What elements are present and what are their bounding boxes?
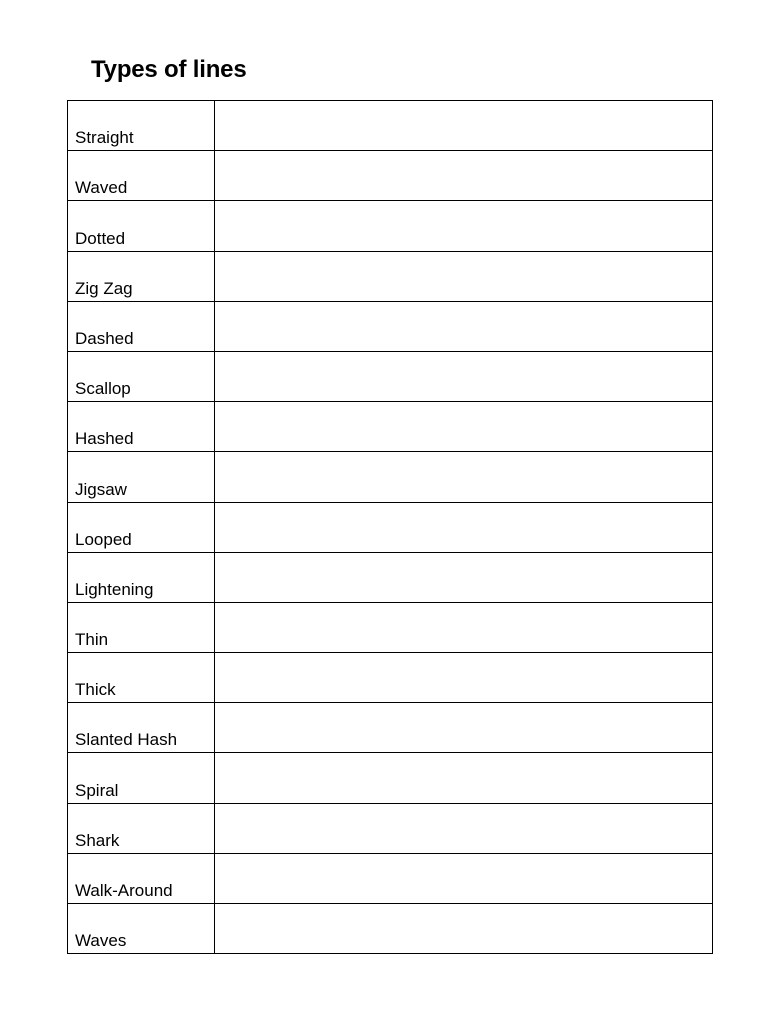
table-row — [68, 502, 713, 552]
page-title: Types of lines — [91, 56, 247, 83]
table-body — [68, 101, 713, 954]
table-row — [68, 351, 713, 401]
table-row — [68, 703, 713, 753]
drawing-answer-cell[interactable] — [215, 653, 713, 703]
drawing-answer-cell[interactable] — [215, 803, 713, 853]
table-row — [68, 402, 713, 452]
line-type-label: Dashed — [68, 301, 215, 351]
table-row — [68, 904, 713, 954]
drawing-answer-cell[interactable] — [215, 703, 713, 753]
line-type-label: Dotted — [68, 201, 215, 251]
table-row — [68, 251, 713, 301]
drawing-answer-cell[interactable] — [215, 904, 713, 954]
table-row — [68, 151, 713, 201]
drawing-answer-cell[interactable] — [215, 602, 713, 652]
line-type-label: Shark — [68, 803, 215, 853]
table-row — [68, 552, 713, 602]
drawing-answer-cell[interactable] — [215, 101, 713, 151]
line-type-label: Waved — [68, 151, 215, 201]
line-type-label: Spiral — [68, 753, 215, 803]
table-row — [68, 602, 713, 652]
line-type-label: Slanted Hash — [68, 703, 215, 753]
line-types-table — [67, 100, 713, 954]
drawing-answer-cell[interactable] — [215, 351, 713, 401]
drawing-answer-cell[interactable] — [215, 201, 713, 251]
drawing-answer-cell[interactable] — [215, 151, 713, 201]
drawing-answer-cell[interactable] — [215, 502, 713, 552]
table-row — [68, 803, 713, 853]
line-type-label: Looped — [68, 502, 215, 552]
table-row — [68, 853, 713, 903]
table-row — [68, 653, 713, 703]
drawing-answer-cell[interactable] — [215, 853, 713, 903]
drawing-answer-cell[interactable] — [215, 552, 713, 602]
line-type-label: Walk-Around — [68, 853, 215, 903]
drawing-answer-cell[interactable] — [215, 452, 713, 502]
table-row — [68, 301, 713, 351]
drawing-answer-cell[interactable] — [215, 402, 713, 452]
drawing-answer-cell[interactable] — [215, 251, 713, 301]
line-type-label: Thin — [68, 602, 215, 652]
table-row — [68, 452, 713, 502]
line-type-label: Jigsaw — [68, 452, 215, 502]
line-type-label: Thick — [68, 653, 215, 703]
table-row — [68, 753, 713, 803]
line-type-label: Straight — [68, 101, 215, 151]
table-row — [68, 101, 713, 151]
line-type-label: Waves — [68, 904, 215, 954]
line-type-label: Lightening — [68, 552, 215, 602]
table-row — [68, 201, 713, 251]
line-type-label: Scallop — [68, 351, 215, 401]
drawing-answer-cell[interactable] — [215, 301, 713, 351]
line-type-label: Zig Zag — [68, 251, 215, 301]
line-type-label: Hashed — [68, 402, 215, 452]
drawing-answer-cell[interactable] — [215, 753, 713, 803]
